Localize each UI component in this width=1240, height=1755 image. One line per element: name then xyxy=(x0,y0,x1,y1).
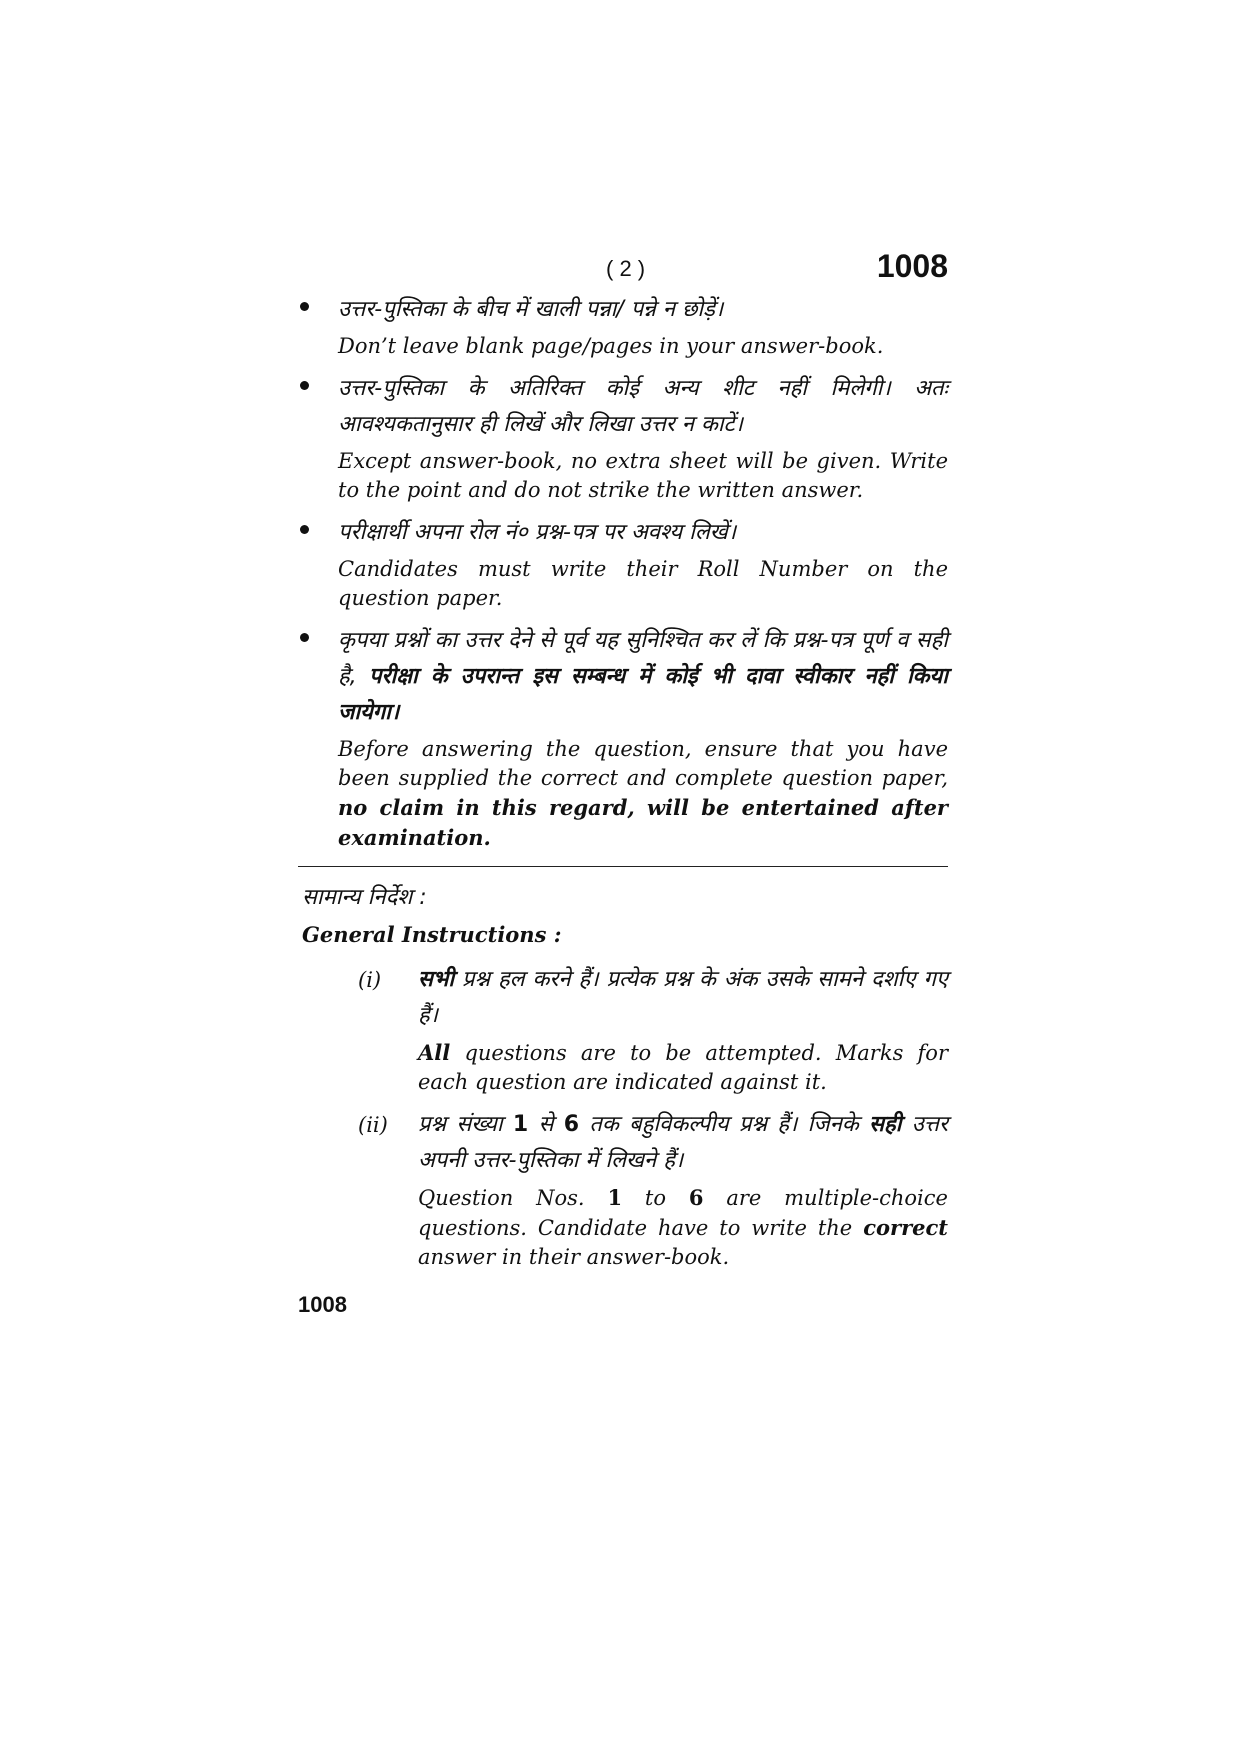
divider xyxy=(298,866,948,867)
item-marker: (i) xyxy=(358,968,382,992)
item-hindi-bold: सभी xyxy=(418,967,455,992)
instruction-hindi: परीक्षार्थी अपना रोल नं० प्रश्न-पत्र पर अवश्य लिखें। xyxy=(338,520,737,545)
item-english-number: 6 xyxy=(688,1185,704,1210)
instruction-english-text: Before answering the question, ensure that you have been supplied the correct and complete question paper, xyxy=(338,737,948,790)
item-english-text: questions are to be attempted. Marks for each question are indicated against it. xyxy=(418,1041,948,1094)
item-hindi-text: से xyxy=(538,1112,554,1137)
item-hindi-text: प्रश्न संख्या xyxy=(418,1112,503,1137)
item-marker: (ii) xyxy=(358,1113,388,1137)
item-english-text: are multiple-choice questions. Candidate have to write the xyxy=(418,1186,948,1240)
page-number: ( 2 ) xyxy=(606,256,646,281)
bullet-icon xyxy=(300,633,309,642)
item-hindi-bold: सही xyxy=(869,1112,902,1137)
instruction-item xyxy=(298,515,948,613)
item-hindi-number: 6 xyxy=(563,1112,580,1137)
item-english-number: 1 xyxy=(607,1185,623,1210)
paper-code: 1008 xyxy=(876,248,948,284)
item-english xyxy=(418,1183,948,1272)
general-instruction-item xyxy=(302,1107,948,1272)
instruction-item xyxy=(298,371,948,505)
instruction-english: Candidates must write their Roll Number on the question paper. xyxy=(338,557,948,610)
general-instruction-list xyxy=(302,962,948,1272)
instruction-item xyxy=(298,292,948,361)
item-hindi-text: प्रश्न हल करने हैं। प्रत्येक प्रश्न के अंक उसके सामने दर्शाए गए हैं। xyxy=(418,967,949,1028)
item-english xyxy=(418,1038,948,1097)
instruction-hindi-text: कृपया प्रश्नों का उत्तर देने से पूर्व यह सुनिश्चित कर लें कि प्रश्न-पत्र पूर्ण व सही है, xyxy=(338,628,948,689)
general-instructions xyxy=(302,880,948,1282)
item-hindi-text: उत्तर अपनी उत्तर-पुस्तिका में लिखने हैं। xyxy=(418,1112,948,1173)
page-header xyxy=(298,248,948,288)
bullet-icon xyxy=(300,302,309,311)
item-english-text: answer in their answer-book. xyxy=(418,1245,730,1269)
bullet-icon xyxy=(300,381,309,390)
instruction-hindi: उत्तर-पुस्तिका के बीच में खाली पन्ना/ पन्ने न छोड़ें। xyxy=(338,297,724,322)
instruction-list xyxy=(298,292,948,863)
item-english-bold: correct xyxy=(863,1215,948,1240)
general-instructions-title: General Instructions : xyxy=(302,922,562,947)
item-english-text: to xyxy=(644,1186,666,1210)
item-hindi xyxy=(418,962,948,1034)
bullet-icon xyxy=(300,525,309,534)
general-instructions-hindi-title: सामान्य निर्देश : xyxy=(302,885,427,910)
item-hindi xyxy=(418,1107,948,1179)
item-hindi-number: 1 xyxy=(512,1112,529,1137)
instruction-english: Don’t leave blank page/pages in your answer-book. xyxy=(338,334,884,358)
instruction-english xyxy=(338,735,948,853)
item-english-text: Question Nos. xyxy=(418,1186,585,1210)
instruction-english: Except answer-book, no extra sheet will be given. Write to the point and do not strike the written answer. xyxy=(338,449,948,502)
instruction-hindi-bold: परीक्षा के उपरान्त इस सम्बन्ध में कोई भी दावा स्वीकार नहीं किया जायेगा। xyxy=(338,664,948,725)
item-hindi-text: तक बहुविकल्पीय प्रश्न हैं। जिनके xyxy=(589,1112,859,1137)
instruction-hindi: उत्तर-पुस्तिका के अतिरिक्त कोई अन्य शीट नहीं मिलेगी। अतः आवश्यकतानुसार ही लिखें और लिखा उत्तर न काटें। xyxy=(338,376,948,437)
instruction-hindi xyxy=(338,623,948,731)
instruction-english-bold: no claim in this regard, will be entertained after examination. xyxy=(338,795,948,850)
item-english-bold: All xyxy=(418,1040,451,1065)
instruction-item xyxy=(298,623,948,853)
general-instruction-item xyxy=(302,962,948,1097)
footer-code: 1008 xyxy=(298,1292,347,1317)
